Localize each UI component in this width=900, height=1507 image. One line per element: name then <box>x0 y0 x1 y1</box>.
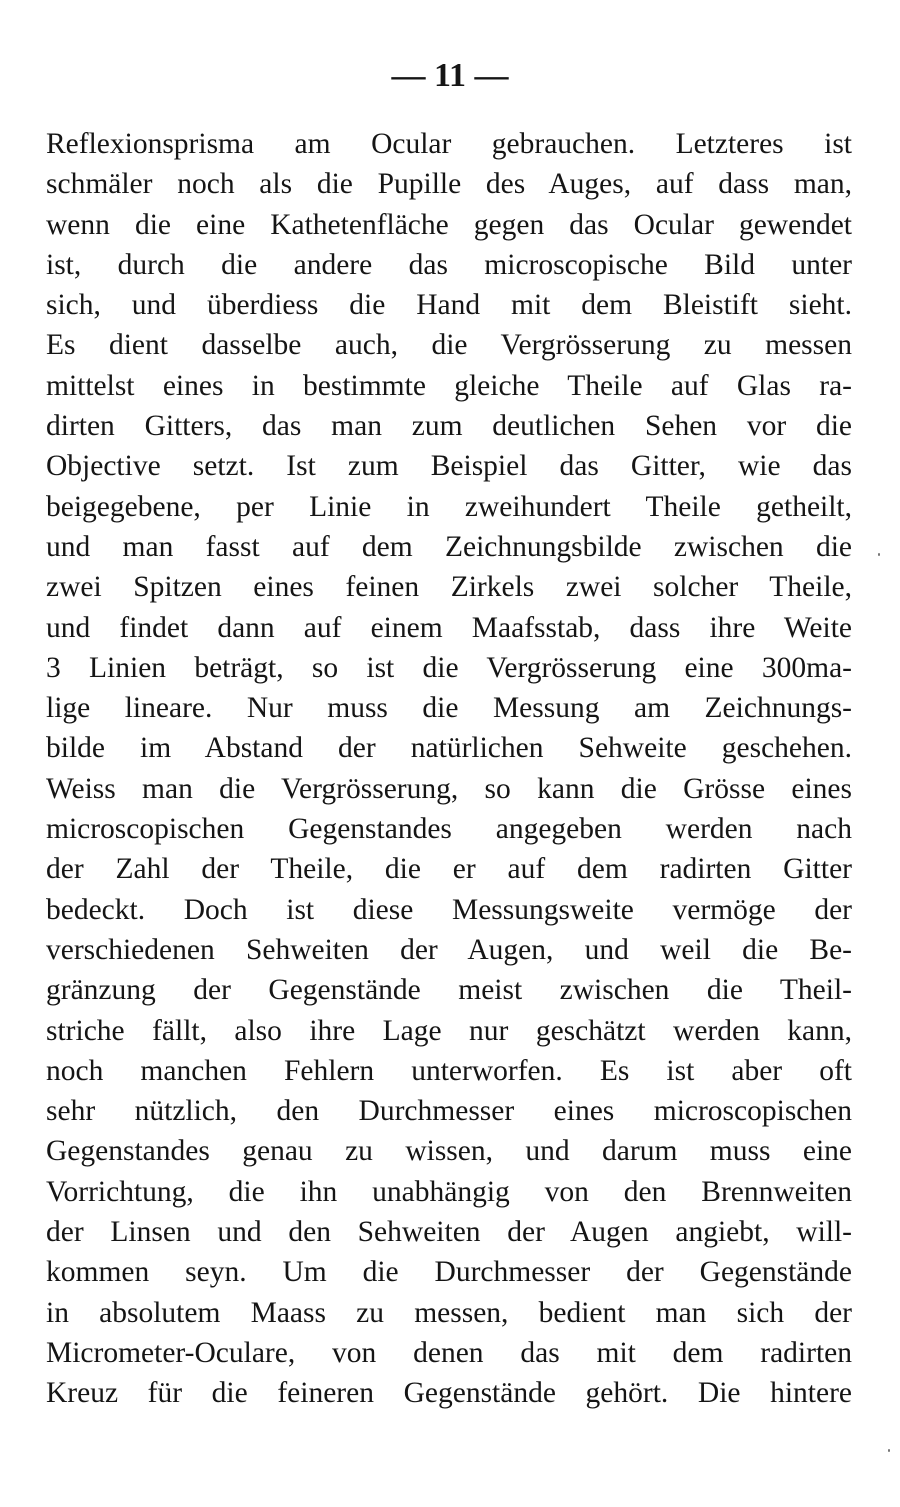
text-line: 3 Linien beträgt, so ist die Vergrösserung eine 300ma- <box>46 651 852 684</box>
text-line: sich, und überdiess die Hand mit dem Bleistift sieht. <box>46 289 852 322</box>
text-line: Es dient dasselbe auch, die Vergrösserung zu messen <box>46 329 852 362</box>
scan-speck <box>878 553 880 556</box>
text-line: Gegenstandes genau zu wissen, und darum muss eine <box>46 1135 852 1168</box>
text-line: Micrometer-Oculare, von denen das mit dem radirten <box>46 1336 852 1369</box>
text-line: sehr nützlich, den Durchmesser eines microscopischen <box>46 1095 852 1128</box>
text-line: Vorrichtung, die ihn unabhängig von den Brennweiten <box>46 1175 852 1208</box>
text-line: Weiss man die Vergrösserung, so kann die Grösse eines <box>46 772 852 805</box>
text-line: der Zahl der Theile, die er auf dem radirten Gitter <box>46 853 852 886</box>
text-line: bilde im Abstand der natürlichen Sehweite geschehen. <box>46 732 852 765</box>
text-line: Kreuz für die feineren Gegenstände gehört. Die hintere <box>46 1377 852 1410</box>
text-line: wenn die eine Kathetenfläche gegen das Ocular gewendet <box>46 208 852 241</box>
text-line: verschiedenen Sehweiten der Augen, und weil die Be- <box>46 933 852 966</box>
text-line: lige lineare. Nur muss die Messung am Zeichnungs- <box>46 692 852 725</box>
text-line: striche fällt, also ihre Lage nur geschätzt werden kann, <box>46 1014 852 1047</box>
text-line: Reflexionsprisma am Ocular gebrauchen. Letzteres ist <box>46 128 852 160</box>
text-line: microscopischen Gegenstandes angegeben werden nach <box>46 813 852 846</box>
text-line: ist, durch die andere das microscopische Bild unter <box>46 248 852 281</box>
text-line: und man fasst auf dem Zeichnungsbilde zwischen die <box>46 530 852 563</box>
text-line: und findet dann auf einem Maafsstab, dass ihre Weite <box>46 611 852 644</box>
page-number-header: — 11 — <box>391 57 509 94</box>
text-line: dirten Gitters, das man zum deutlichen Sehen vor die <box>46 410 852 443</box>
text-line: bedeckt. Doch ist diese Messungsweite vermöge der <box>46 893 852 926</box>
text-line: mittelst eines in bestimmte gleiche Theile auf Glas ra- <box>46 369 852 402</box>
text-line: beigegebene, per Linie in zweihundert Theile getheilt, <box>46 490 852 523</box>
text-line: noch manchen Fehlern unterworfen. Es ist aber oft <box>46 1054 852 1087</box>
text-line: Objective setzt. Ist zum Beispiel das Gitter, wie das <box>46 450 852 483</box>
text-line: gränzung der Gegenstände meist zwischen die Theil- <box>46 974 852 1007</box>
scan-speck <box>888 1449 890 1452</box>
text-line: schmäler noch als die Pupille des Auges, auf dass man, <box>46 168 852 201</box>
text-line: kommen seyn. Um die Durchmesser der Gegenstände <box>46 1256 852 1289</box>
text-line: in absolutem Maass zu messen, bedient man sich der <box>46 1296 852 1329</box>
text-line: zwei Spitzen eines feinen Zirkels zwei solcher Theile, <box>46 571 852 604</box>
text-line: der Linsen und den Sehweiten der Augen angiebt, will- <box>46 1216 852 1249</box>
body-text <box>46 124 852 1414</box>
